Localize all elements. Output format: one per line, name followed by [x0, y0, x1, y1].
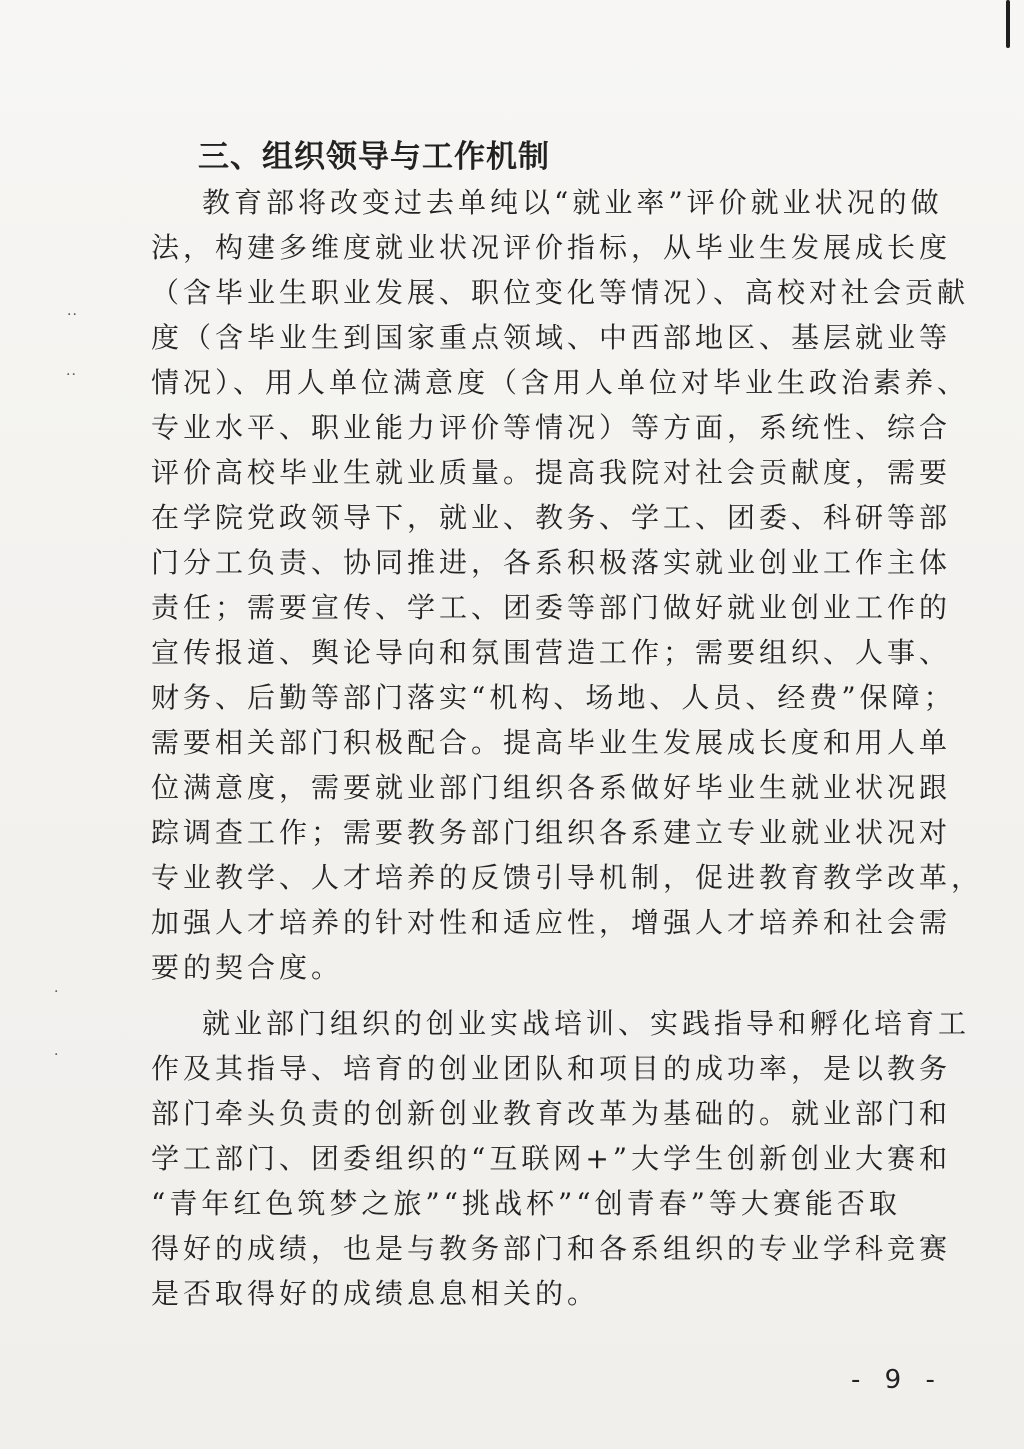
paragraph-2-line: 就业部门组织的创业实战培训、实践指导和孵化培育工	[202, 1007, 971, 1040]
paragraph-1-line: 法，构建多维度就业状况评价指标，从毕业生发展成长度	[151, 231, 952, 264]
paragraph-1-line: 门分工负责、协同推进，各系积极落实就业创业工作主体	[151, 546, 952, 579]
paragraph-1-line: 责任；需要宣传、学工、团委等部门做好就业创业工作的	[151, 591, 952, 624]
paragraph-1-line: 需要相关部门积极配合。提高毕业生发展成长度和用人单	[151, 726, 952, 759]
scan-mark: ·	[54, 1047, 60, 1063]
scan-mark: ··	[67, 307, 78, 323]
paragraph-1-line: 情况）、用人单位满意度（含用人单位对毕业生政治素养、	[151, 366, 970, 399]
paragraph-1-line: 要的契合度。	[151, 951, 344, 984]
paragraph-1-line: 在学院党政领导下，就业、教务、学工、团委、科研等部	[151, 501, 952, 534]
scan-mark: ·	[54, 984, 60, 1000]
paragraph-2-line: 部门牵头负责的创新创业教育改革为基础的。就业部门和	[151, 1097, 952, 1130]
page-edge-mark	[1006, 0, 1010, 48]
paragraph-1-line: 财务、后勤等部门落实“机构、场地、人员、经费”保障；	[151, 681, 956, 714]
paragraph-1-line: 宣传报道、舆论导向和氛围营造工作；需要组织、人事、	[151, 636, 952, 669]
paragraph-2-line: “青年红色筑梦之旅”“挑战杯”“创青春”等大赛能否取	[151, 1187, 901, 1220]
page-number: - 9 -	[851, 1365, 943, 1395]
paragraph-1-line: 度（含毕业生到国家重点领域、中西部地区、基层就业等	[151, 321, 952, 354]
paragraph-2-line: 是否取得好的成绩息息相关的。	[151, 1277, 600, 1310]
paragraph-2-line: 作及其指导、培育的创业团队和项目的成功率，是以教务	[151, 1052, 952, 1085]
paragraph-1-line: 专业教学、人才培养的反馈引导机制，促进教育教学改革，	[151, 861, 984, 894]
scan-mark: ··	[66, 367, 77, 383]
paragraph-2-line: 学工部门、团委组织的“互联网+”大学生创新创业大赛和	[151, 1142, 952, 1175]
paragraph-1-line: （含毕业生职业发展、职位变化等情况）、高校对社会贡献	[151, 276, 970, 309]
paragraph-1-line: 位满意度，需要就业部门组织各系做好毕业生就业状况跟	[151, 771, 952, 804]
paragraph-1-line: 评价高校毕业生就业质量。提高我院对社会贡献度，需要	[151, 456, 952, 489]
paragraph-1-line: 踪调查工作；需要教务部门组织各系建立专业就业状况对	[151, 816, 952, 849]
paragraph-1-line: 专业水平、职业能力评价等情况）等方面，系统性、综合	[151, 411, 952, 444]
paragraph-1-line: 加强人才培养的针对性和适应性，增强人才培养和社会需	[151, 906, 952, 939]
paragraph-1-line: 教育部将改变过去单纯以“就业率”评价就业状况的做	[202, 186, 943, 219]
paragraph-2-line: 得好的成绩，也是与教务部门和各系组织的专业学科竞赛	[151, 1232, 952, 1265]
section-heading: 三、组织领导与工作机制	[198, 139, 550, 175]
